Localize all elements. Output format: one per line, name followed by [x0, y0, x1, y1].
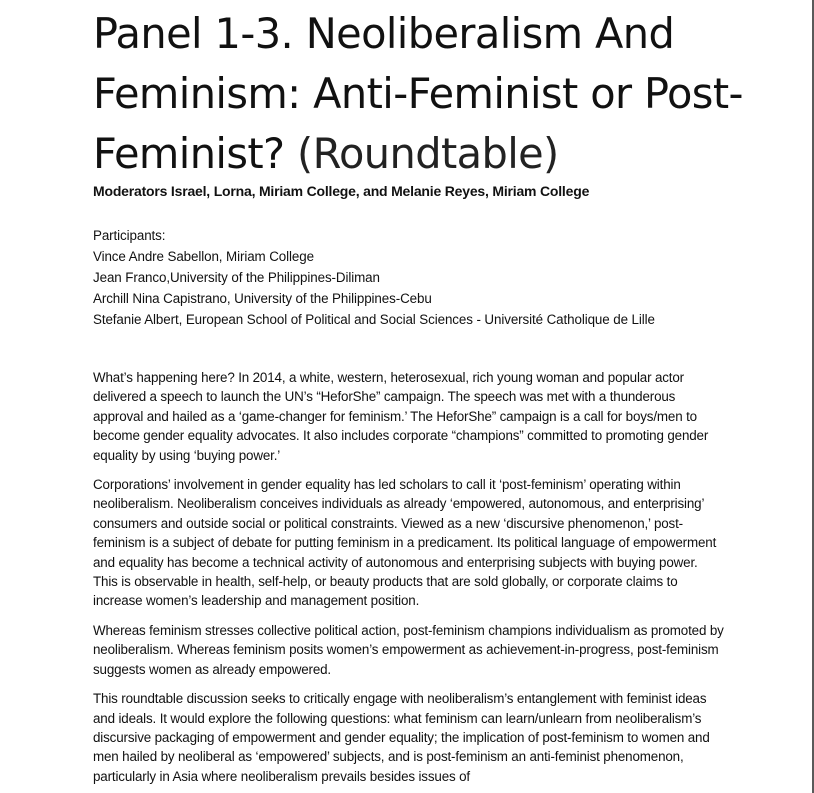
abstract-paragraph: This roundtable discussion seeks to critically engage with neoliberalism’s entanglement with feminist ideas and ideals. It would explore the following questions: what feminism can learn/unlearn from neoliberalism’s discursive packaging of empowerment and gender equality; the implication of post-feminism to women and men hailed by neoliberal as ‘empowered’ subjects, and is post-feminism an anti-feminist phenomenon, particularly in Asia where neoliberalism prevails besides issues of — [93, 691, 710, 784]
participants-heading: Participants: — [93, 228, 166, 243]
abstract-body — [93, 368, 725, 793]
abstract-paragraph: What’s happening here? In 2014, a white, western, heterosexual, rich young woman and popular actor delivered a speech to launch the UN’s “HeforShe” campaign. The speech was met with a thunderous approval and hailed as a ‘game-changer for feminism.’ The HeforShe” campaign is a call for boys/men to become gender equality advocates. It also includes corporate “champions” committed to promoting gender equality by using ‘buying power.’ — [93, 370, 709, 463]
panel-title — [93, 4, 793, 184]
abstract-paragraph: Corporations’ involvement in gender equality has led scholars to call it ‘post-feminism’ operating within neoliberalism. Neoliberalism conceives individuals as already ‘empowered, autonomous, and enterprising’ consumers and outside social or political constraints. Viewed as a new ‘discursive phenomenon,’ post-feminism is a subject of debate for putting feminism in a predicament. Its political language of empowerment and equality has become a technical activity of autonomous and enterprising subjects with buying power. This is observable in health, self-help, or beauty products that are sold globally, or corporate claims to increase women’s leadership and management position. — [93, 477, 717, 609]
participants-section — [93, 226, 793, 330]
participant-entry: Stefanie Albert, European School of Political and Social Sciences - Université Catholique de Lille — [93, 312, 655, 327]
panel-title-suffix: (Roundtable) — [297, 129, 559, 178]
participant-entry: Jean Franco,University of the Philippines-Diliman — [93, 270, 380, 285]
abstract-paragraph: Whereas feminism stresses collective political action, post-feminism champions individualism as promoted by neoliberalism. Whereas feminism posits women’s empowerment as achievement-in-progress, post-feminism suggests women as already empowered. — [93, 622, 724, 677]
panel-title-main: Panel 1-3. Neoliberalism And Feminism: Anti-Feminist or Post-Feminist? — [93, 9, 743, 178]
moderators-line: Moderators Israel, Lorna, Miriam College, and Melanie Reyes, Miriam College — [93, 183, 590, 199]
participant-entry: Vince Andre Sabellon, Miriam College — [93, 249, 314, 264]
participant-entry: Archill Nina Capistrano, University of the Philippines-Cebu — [93, 291, 432, 306]
